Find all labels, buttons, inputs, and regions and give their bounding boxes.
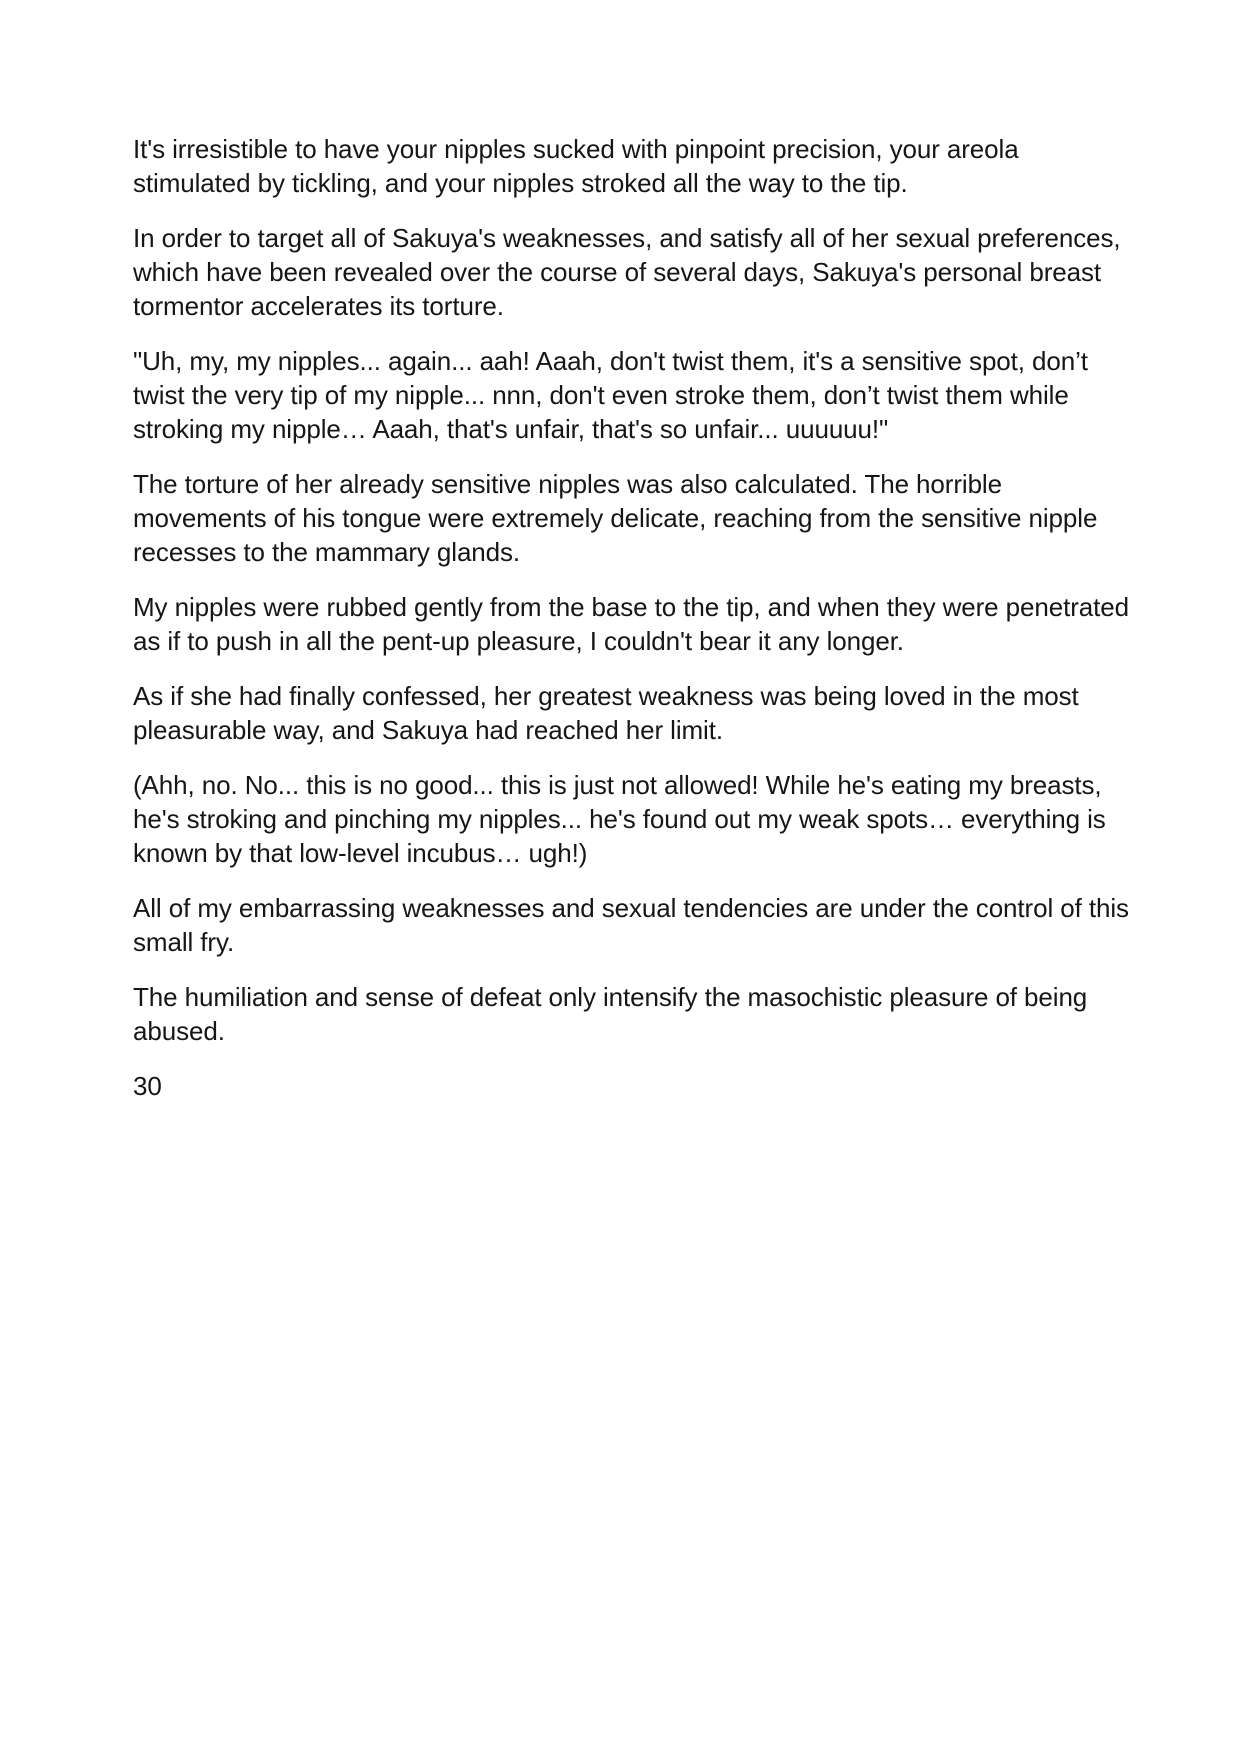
body-paragraph: The torture of her already sensitive nipples was also calculated. The horrible movements of his tongue were extremely delicate, reaching from the sensitive nipple recesses to the mammary glands. (133, 469, 1105, 567)
body-paragraph: (Ahh, no. No... this is no good... this is just not allowed! While he's eating my breasts, he's stroking and pinching my nipples... he's found out my weak spots… everything is known by that low-level incubus… ugh!) (133, 770, 1113, 868)
body-paragraph: As if she had finally confessed, her greatest weakness was being loved in the most pleasurable way, and Sakuya had reached her limit. (133, 681, 1086, 745)
body-paragraph: "Uh, my, my nipples... again... aah! Aaah, don't twist them, it's a sensitive spot, don’t twist the very tip of my nipple... nnn, don't even stroke them, don’t twist them while stroking my nipple… Aaah, that's unfair, that's so unfair... uuuuuu!" (133, 346, 1096, 444)
body-paragraph: All of my embarrassing weaknesses and sexual tendencies are under the control of this small fry. (133, 893, 1137, 957)
page-number-text: 30 (133, 1071, 162, 1101)
body-paragraph: In order to target all of Sakuya's weaknesses, and satisfy all of her sexual preferences, which have been revealed over the course of several days, Sakuya's personal breast tormentor accelerates its torture. (133, 223, 1128, 321)
text-block (133, 132, 1135, 1103)
body-paragraph: The humiliation and sense of defeat only intensify the masochistic pleasure of being abused. (133, 982, 1095, 1046)
body-paragraph: It's irresistible to have your nipples sucked with pinpoint precision, your areola stimulated by tickling, and your nipples stroked all the way to the tip. (133, 134, 1026, 198)
body-paragraph: My nipples were rubbed gently from the base to the tip, and when they were penetrated as if to push in all the pent-up pleasure, I couldn't bear it any longer. (133, 592, 1137, 656)
